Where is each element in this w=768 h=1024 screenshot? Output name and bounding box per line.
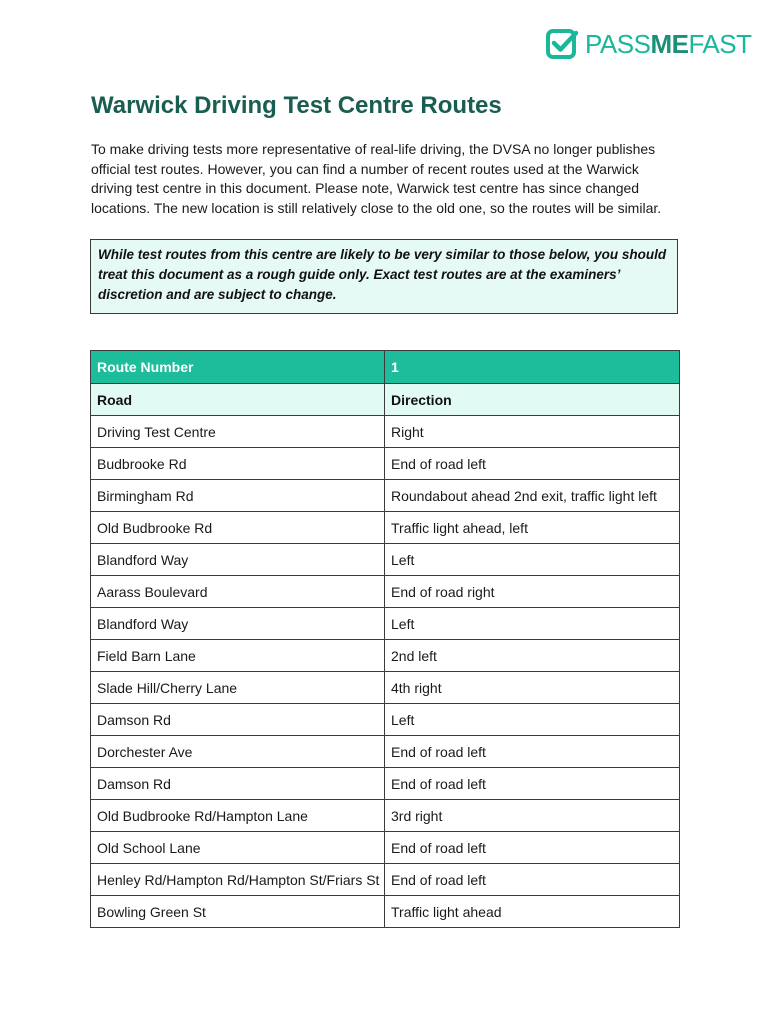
direction-cell: 3rd right: [385, 800, 680, 832]
table-row: [91, 544, 680, 576]
table-row: [91, 448, 680, 480]
direction-cell: Left: [385, 608, 680, 640]
column-header-direction: Direction: [385, 384, 680, 416]
direction-cell: 4th right: [385, 672, 680, 704]
road-cell: Dorchester Ave: [91, 736, 385, 768]
table-row: [91, 416, 680, 448]
route-number-row: [91, 351, 680, 384]
direction-cell: End of road left: [385, 768, 680, 800]
intro-paragraph: To make driving tests more representative of real-life driving, the DVSA no longer publishes official test routes. However, you can find a number of recent routes used at the Warwick driving test centre in this document. Please note, Warwick test centre has since changed locations. The new location is still relatively close to the old one, so the routes will be similar.: [91, 141, 662, 216]
direction-cell: 2nd left: [385, 640, 680, 672]
brand-logo: [545, 26, 751, 62]
direction-cell: End of road right: [385, 576, 680, 608]
road-cell: Aarass Boulevard: [91, 576, 385, 608]
column-header-road: Road: [91, 384, 385, 416]
table-row: [91, 832, 680, 864]
table-row: [91, 896, 680, 928]
routes-table: [90, 350, 680, 928]
checkbox-check-icon: [545, 27, 579, 61]
brand-name-part-3: FAST: [688, 29, 752, 59]
notice-box: While test routes from this centre are likely to be very similar to those below, you should treat this document as a rough guide only. Exact test routes are at the examiners’ discretion and are subject to change.: [90, 239, 678, 314]
road-cell: Henley Rd/Hampton Rd/Hampton St/Friars St: [91, 864, 385, 896]
table-row: [91, 640, 680, 672]
table-row: [91, 704, 680, 736]
road-cell: Old School Lane: [91, 832, 385, 864]
direction-cell: End of road left: [385, 448, 680, 480]
road-cell: Field Barn Lane: [91, 640, 385, 672]
road-cell: Blandford Way: [91, 544, 385, 576]
direction-cell: Traffic light ahead, left: [385, 512, 680, 544]
table-row: [91, 608, 680, 640]
table-row: [91, 672, 680, 704]
column-header-row: [91, 384, 680, 416]
table-row: [91, 768, 680, 800]
direction-cell: Left: [385, 544, 680, 576]
direction-cell: Traffic light ahead: [385, 896, 680, 928]
direction-cell: End of road left: [385, 832, 680, 864]
road-cell: Driving Test Centre: [91, 416, 385, 448]
route-number-label: Route Number: [91, 351, 385, 384]
table-row: [91, 736, 680, 768]
road-cell: Damson Rd: [91, 768, 385, 800]
road-cell: Old Budbrooke Rd/Hampton Lane: [91, 800, 385, 832]
table-row: [91, 864, 680, 896]
road-cell: Old Budbrooke Rd: [91, 512, 385, 544]
brand-name: [585, 31, 751, 57]
table-row: [91, 576, 680, 608]
road-cell: Blandford Way: [91, 608, 385, 640]
road-cell: Slade Hill/Cherry Lane: [91, 672, 385, 704]
direction-cell: End of road left: [385, 864, 680, 896]
table-row: [91, 480, 680, 512]
direction-cell: Left: [385, 704, 680, 736]
road-cell: Budbrooke Rd: [91, 448, 385, 480]
table-row: [91, 512, 680, 544]
road-cell: Birmingham Rd: [91, 480, 385, 512]
direction-cell: Right: [385, 416, 680, 448]
page-title: Warwick Driving Test Centre Routes: [91, 92, 502, 119]
road-cell: Bowling Green St: [91, 896, 385, 928]
road-cell: Damson Rd: [91, 704, 385, 736]
table-row: [91, 800, 680, 832]
direction-cell: Roundabout ahead 2nd exit, traffic light left: [385, 480, 680, 512]
direction-cell: End of road left: [385, 736, 680, 768]
brand-name-part-1: PASS: [585, 29, 651, 59]
route-number-value: 1: [385, 351, 680, 384]
brand-name-part-2: ME: [650, 29, 689, 59]
